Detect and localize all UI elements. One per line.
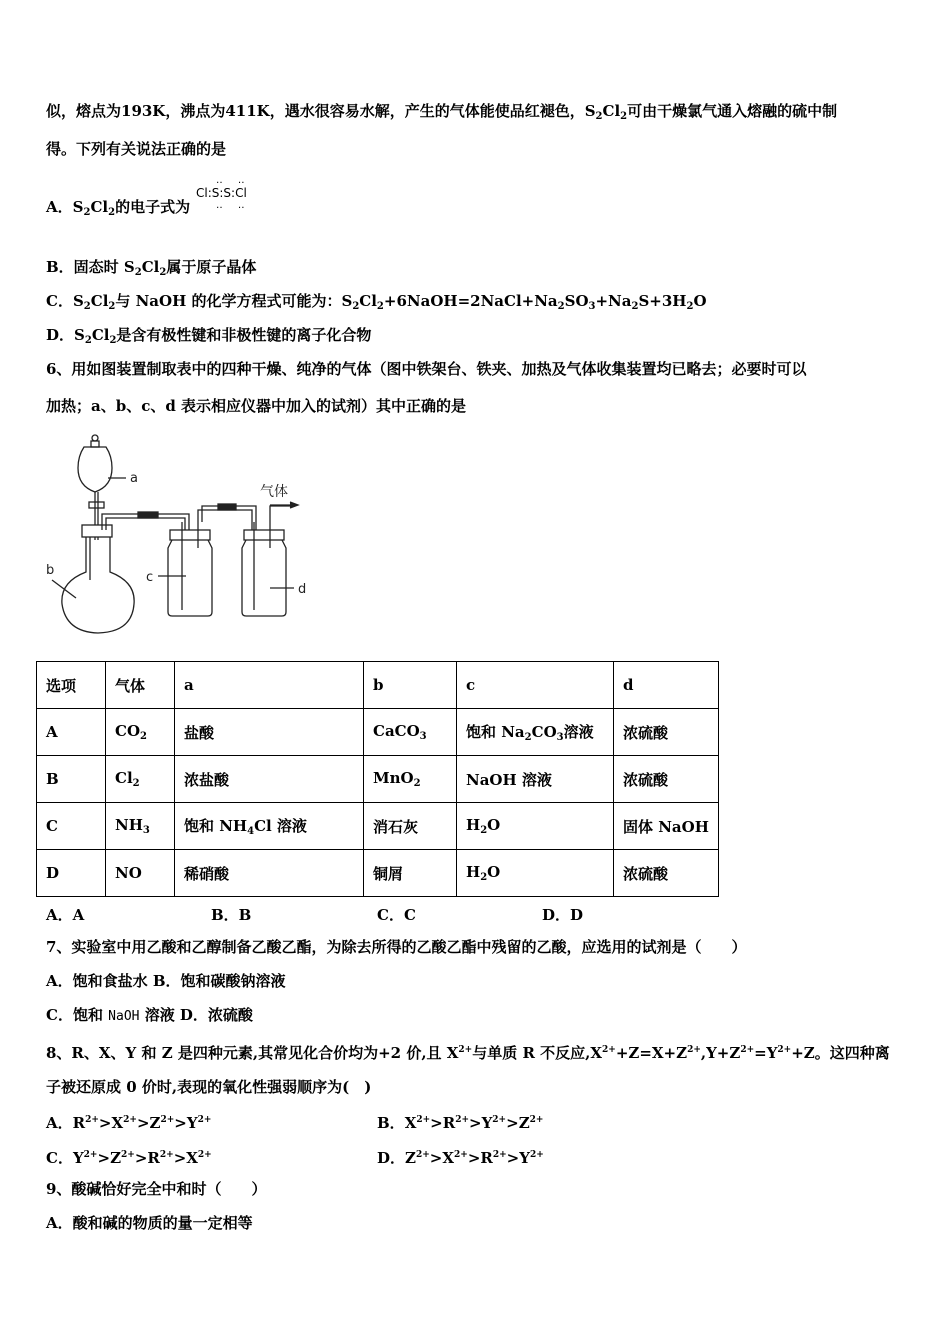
cell-b: 铜屑 bbox=[364, 850, 457, 897]
q8-option-a: A．$R^{2+}>X^{2+}>Z^{2+}>Y^{2+}$ bbox=[46, 1114, 212, 1132]
header-cell: b bbox=[364, 662, 457, 709]
table-row bbox=[37, 803, 719, 850]
wash-bottle-d bbox=[242, 522, 286, 616]
table-row bbox=[37, 709, 719, 756]
cell-a: 稀硝酸 bbox=[175, 850, 364, 897]
cell-c: NaOH 溶液 bbox=[457, 756, 614, 803]
cell-gas: NO bbox=[106, 850, 175, 897]
header-cell: c bbox=[457, 662, 614, 709]
cell-c: $H_2O$ bbox=[457, 803, 614, 850]
q5-stem-line2: 得。下列有关说法正确的是 bbox=[46, 140, 227, 158]
cell-d: 浓硫酸 bbox=[614, 756, 719, 803]
label-d: d bbox=[298, 582, 307, 597]
q5-option-d: D．$S_2Cl_2$是含有极性键和非极性键的离子化合物 bbox=[46, 326, 372, 346]
round-flask bbox=[62, 525, 134, 633]
table-row bbox=[37, 850, 719, 897]
q6-answer-c: C．C bbox=[377, 906, 416, 924]
cell-c: $H_2O$ bbox=[457, 850, 614, 897]
q8-option-d: D．$Z^{2+}>X^{2+}>R^{2+}>Y^{2+}$ bbox=[377, 1149, 544, 1167]
cell-gas: $NH_3$ bbox=[106, 803, 175, 850]
apparatus-diagram bbox=[40, 430, 330, 645]
q9-stem: 9、酸碱恰好完全中和时（ ） bbox=[46, 1180, 267, 1198]
q5-option-a: A．$S_2Cl_2$的电子式为 bbox=[46, 198, 191, 218]
cell-a: 浓盐酸 bbox=[175, 756, 364, 803]
cell-a: 饱和 $NH_4Cl$ 溶液 bbox=[175, 803, 364, 850]
cell-d: 固体 NaOH bbox=[614, 803, 719, 850]
cell-gas: $CO_2$ bbox=[106, 709, 175, 756]
cell-option: A bbox=[37, 709, 106, 756]
cell-option: C bbox=[37, 803, 106, 850]
q7-options-ab: A．饱和食盐水 B．饱和碳酸钠溶液 bbox=[46, 972, 286, 990]
cell-option: B bbox=[37, 756, 106, 803]
q8-stem-line1: 8、R、X、Y 和 Z 是四种元素,其常见化合价均为+2 价,且 $X^{2+}$与单质 R 不反应$,X^{2+}+Z=X+Z^{2+},Y+Z^{2+}=Y^{2+}+Z$。这四种离 bbox=[46, 1044, 890, 1062]
cell-option: D bbox=[37, 850, 106, 897]
q6-stem-line1: 6、用如图装置制取表中的四种干燥、纯净的气体（图中铁架台、铁夹、加热及气体收集装置均已略去；必要时可以 bbox=[46, 360, 807, 378]
q7-options-cd: C．饱和 NaOH 溶液 D．浓硫酸 bbox=[46, 1006, 253, 1024]
q6-answer-d: D．D bbox=[542, 906, 584, 924]
cell-d: 浓硫酸 bbox=[614, 850, 719, 897]
wash-bottle-c bbox=[168, 522, 212, 616]
q5-stem-line1: 似，熔点为193K，沸点为411K，遇水很容易水解，产生的气体能使品红褪色，$S_2Cl_2$可由干燥氯气通入熔融的硫中制 bbox=[46, 102, 838, 122]
cell-d: 浓硫酸 bbox=[614, 709, 719, 756]
q6-answer-a: A．A bbox=[46, 906, 85, 924]
header-cell: 气体 bbox=[106, 662, 175, 709]
cell-b: 消石灰 bbox=[364, 803, 457, 850]
q8-option-b: B．$X^{2+}>R^{2+}>Y^{2+}>Z^{2+}$ bbox=[377, 1114, 544, 1132]
label-c: c bbox=[146, 570, 154, 585]
label-gas: 气体 bbox=[260, 484, 288, 500]
header-cell: 选项 bbox=[37, 662, 106, 709]
q5-option-b: B．固态时 $S_2Cl_2$属于原子晶体 bbox=[46, 258, 257, 278]
cell-b: MnO$_2$ bbox=[364, 756, 457, 803]
label-b: b bbox=[46, 563, 55, 578]
header-cell: d bbox=[614, 662, 719, 709]
cell-c: 饱和 $Na_2CO_3$溶液 bbox=[457, 709, 614, 756]
header-cell: a bbox=[175, 662, 364, 709]
separatory-funnel bbox=[78, 435, 112, 540]
q6-answer-b: B．B bbox=[211, 906, 252, 924]
cell-b: CaCO$_3$ bbox=[364, 709, 457, 756]
cell-a: 盐酸 bbox=[175, 709, 364, 756]
q9-option-a: A．酸和碱的物质的量一定相等 bbox=[46, 1214, 253, 1232]
q7-stem: 7、实验室中用乙酸和乙醇制备乙酸乙酯，为除去所得的乙酸乙酯中残留的乙酸，应选用的试剂是（ ） bbox=[46, 938, 747, 956]
q5-option-c: C．$S_2Cl_2$与 NaOH 的化学方程式可能为：$S_2Cl_2+6NaOH=2NaCl+Na_2SO_3+Na_2S+3H_2O$ bbox=[46, 292, 707, 312]
lewis-structure: ‥ ‥ Cl:S:S:Cl ‥ ‥ bbox=[196, 175, 251, 211]
q8-option-c: C．$Y^{2+}>Z^{2+}>R^{2+}>X^{2+}$ bbox=[46, 1149, 212, 1167]
reagent-table bbox=[36, 661, 719, 897]
table-row bbox=[37, 756, 719, 803]
table-header-row bbox=[37, 662, 719, 709]
cell-gas: $Cl_2$ bbox=[106, 756, 175, 803]
q6-stem-line2: 加热；a、b、c、d 表示相应仪器中加入的试剂）其中正确的是 bbox=[46, 397, 467, 415]
label-a: a bbox=[130, 471, 138, 486]
q8-stem-line2: 子被还原成 0 价时,表现的氧化性强弱顺序为( ) bbox=[46, 1078, 372, 1096]
